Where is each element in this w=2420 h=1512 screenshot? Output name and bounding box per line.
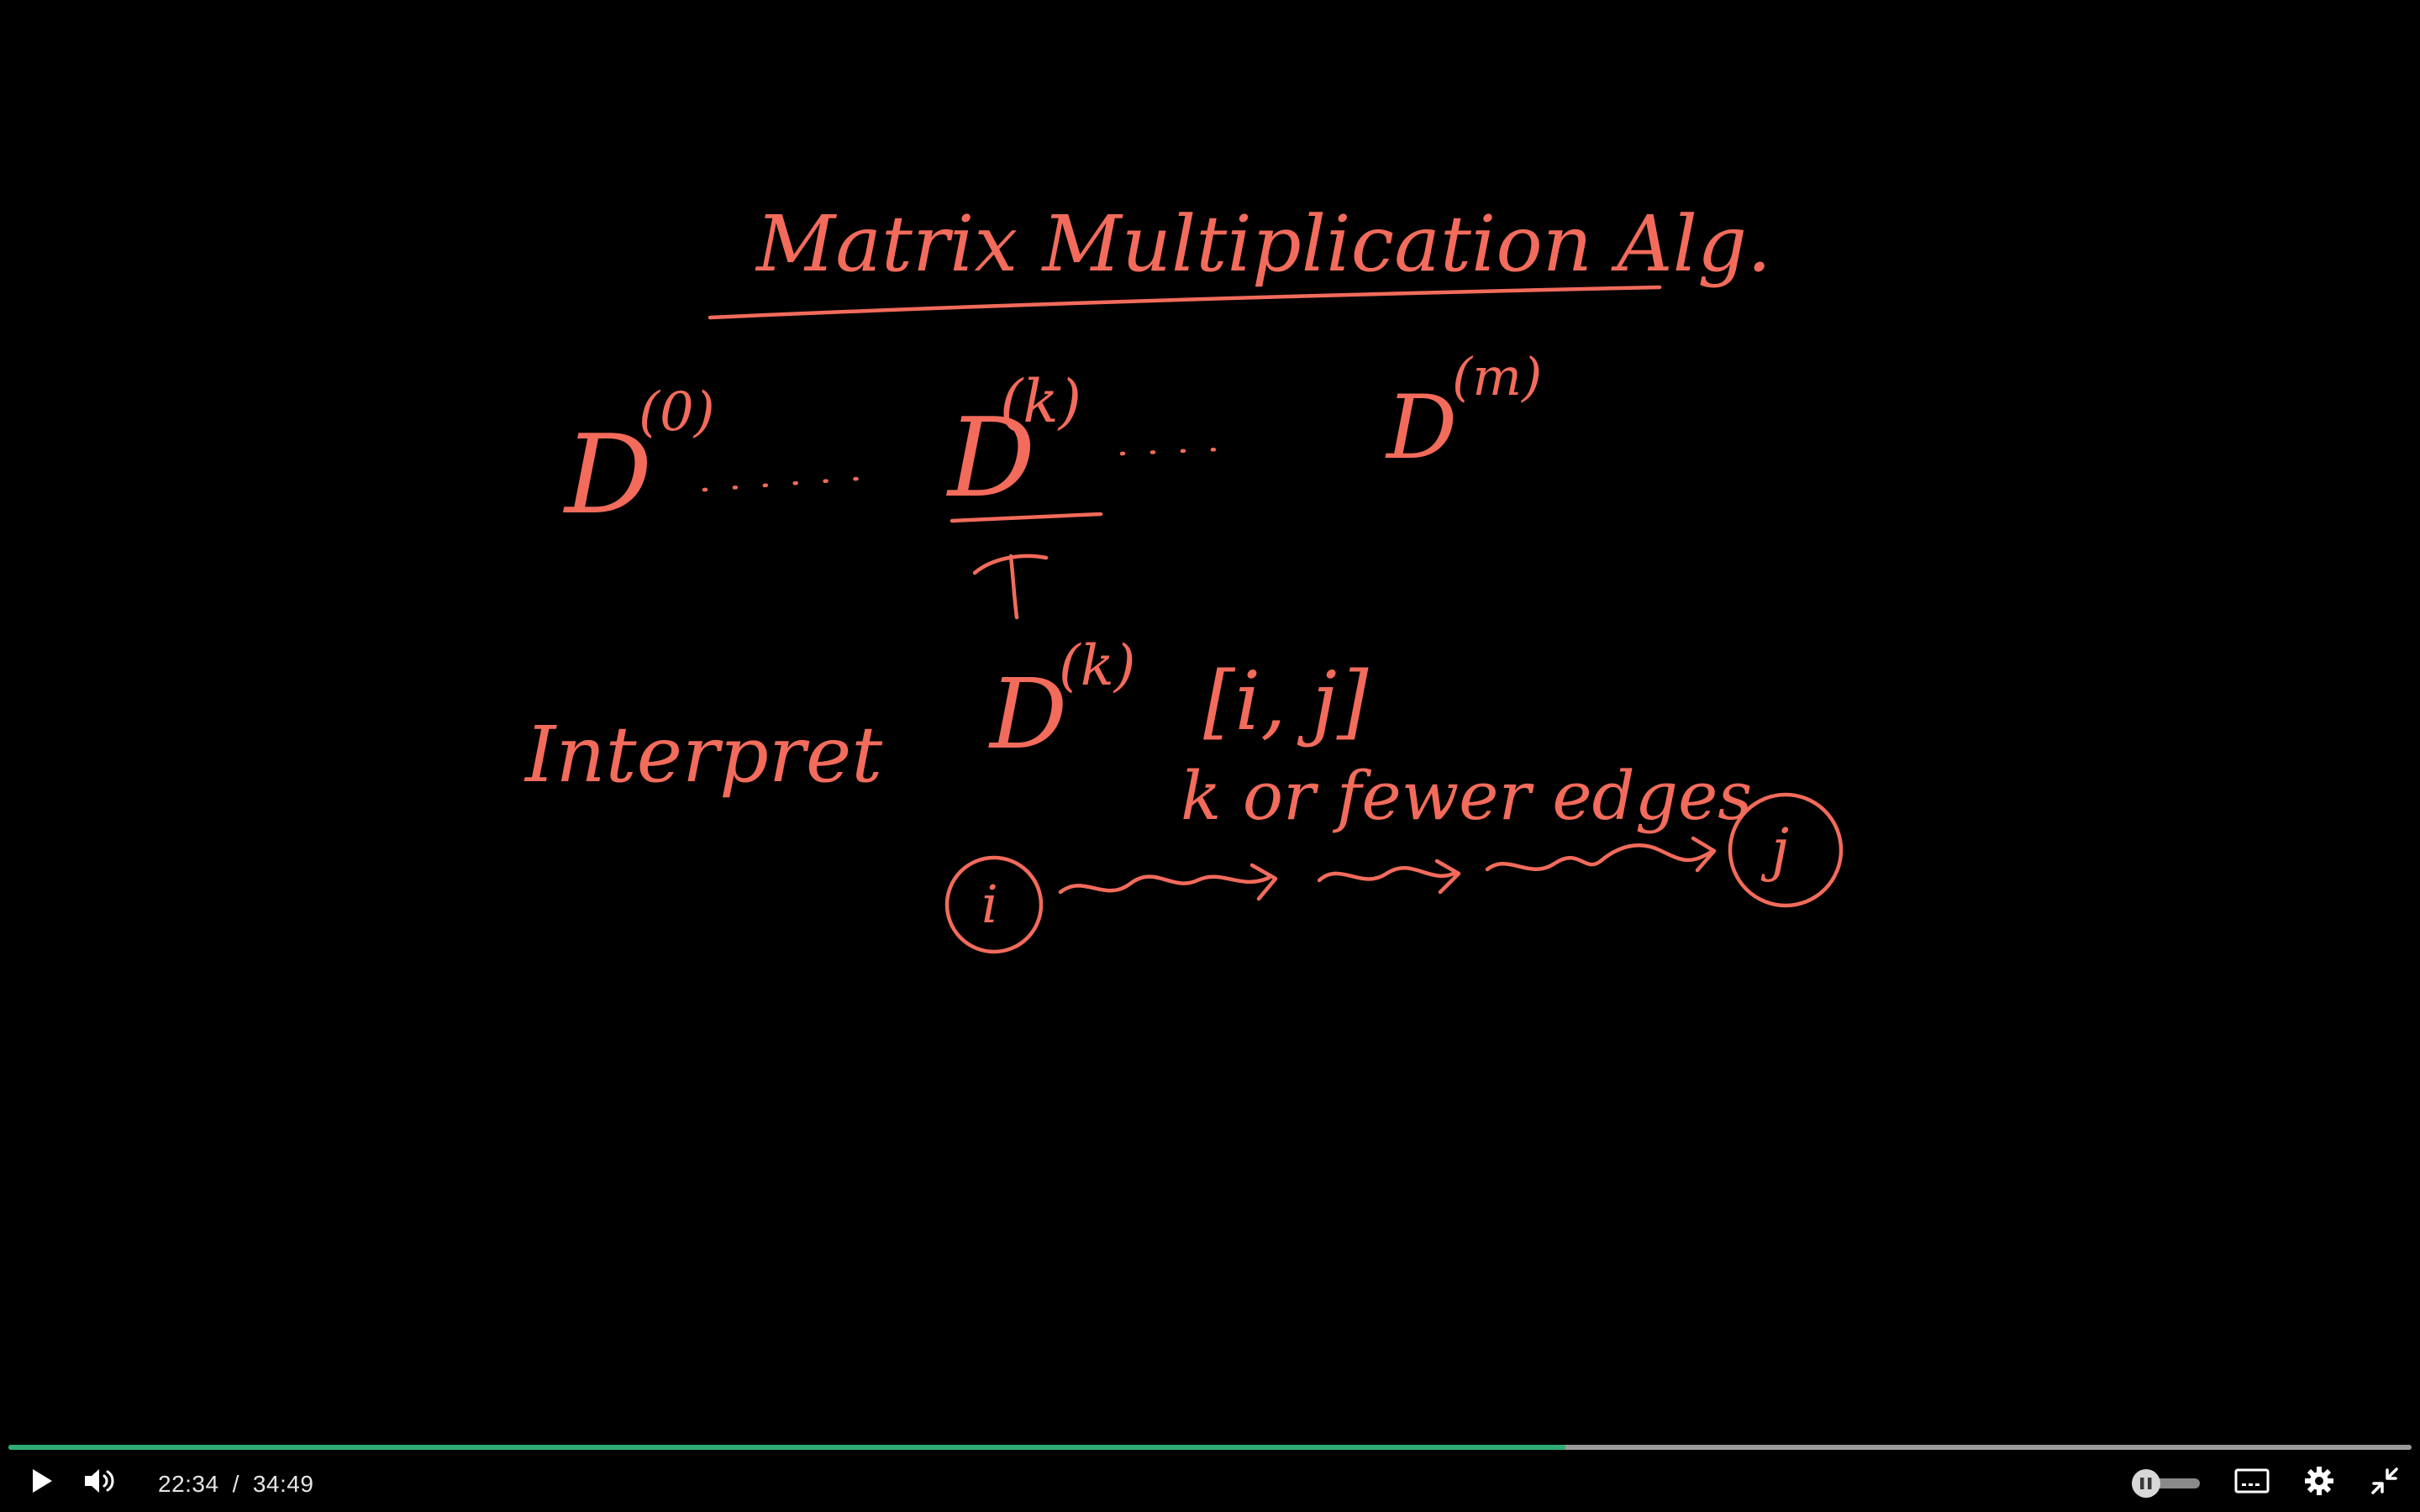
sequence-middle-base: D (948, 394, 1036, 522)
sequence-first-base: D (565, 411, 653, 538)
sequence-last-sup: (m) (1452, 346, 1543, 407)
settings-icon (2304, 1466, 2334, 1496)
edges-annotation: k or fewer edges (1181, 757, 1753, 835)
node-j-label: j (1771, 817, 1790, 884)
board-title: Matrix Multiplication Alg. (756, 199, 1772, 289)
duration: 34:49 (252, 1471, 314, 1497)
player-controls (0, 1450, 2420, 1512)
volume-icon (83, 1467, 118, 1495)
settings-button[interactable] (2301, 1450, 2338, 1512)
sequence-middle-sup: (k) (1000, 367, 1082, 436)
volume-button[interactable] (81, 1450, 121, 1512)
exit-fullscreen-icon (2370, 1467, 2399, 1495)
sequence-last-base: D (1386, 376, 1458, 479)
entry-sup: (k) (1059, 633, 1136, 698)
time-separator: / (232, 1471, 239, 1497)
captions-button[interactable] (2232, 1450, 2272, 1512)
play-icon (30, 1467, 54, 1494)
sequence-first-sup: (0) (639, 381, 715, 444)
entry-index: [i, j] (1203, 654, 1369, 748)
dots-right (1122, 449, 1218, 454)
exit-fullscreen-button[interactable] (2366, 1450, 2403, 1512)
autoplay-pause-icon (2129, 1469, 2205, 1498)
dots-left (704, 479, 857, 490)
up-arrow (975, 556, 1046, 617)
entry-base: D (990, 659, 1068, 771)
autoplay-toggle[interactable] (2129, 1469, 2205, 1498)
play-button[interactable] (24, 1450, 60, 1512)
path-squiggle-2 (1319, 861, 1459, 892)
interpret-label: Interpret (525, 710, 883, 800)
path-squiggle-3 (1487, 838, 1714, 870)
captions-icon (2234, 1467, 2270, 1494)
title-underline (710, 287, 1660, 318)
node-i-label: i (981, 874, 998, 935)
path-squiggle-1 (1060, 865, 1276, 899)
time-display (158, 1469, 313, 1499)
current-time: 22:34 (158, 1471, 219, 1497)
